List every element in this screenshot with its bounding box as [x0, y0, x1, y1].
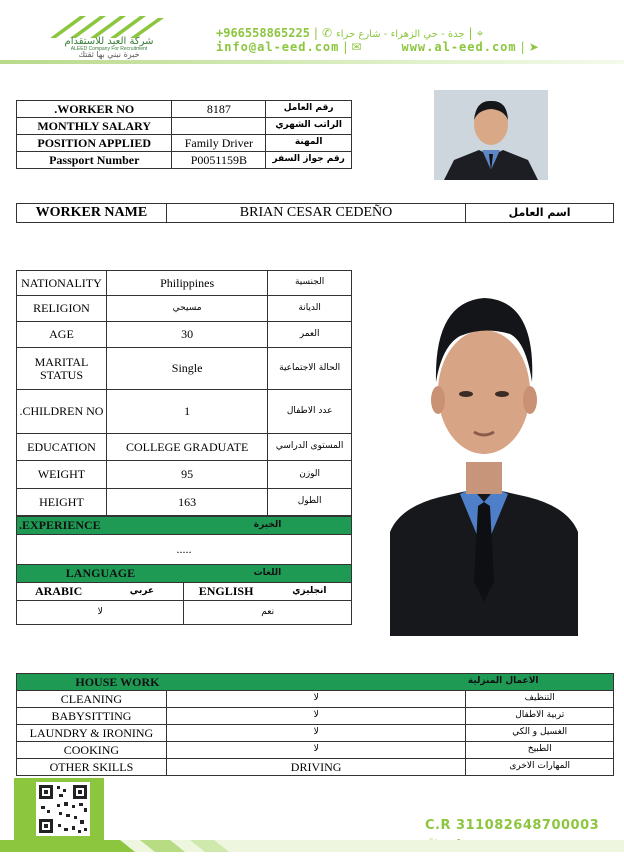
english-value: نعم — [184, 601, 352, 625]
other-skills-label-ar: المهارات الاخرى — [466, 759, 614, 776]
whatsapp-icon: ✆ — [321, 26, 333, 40]
cooking-value: لا — [166, 742, 466, 759]
footer-bar — [0, 840, 624, 852]
religion-value: مسيحي — [106, 296, 267, 322]
table-row — [17, 348, 352, 390]
email-icon: ✉ — [351, 40, 362, 54]
arabic-value: لا — [17, 601, 184, 625]
logo-arabic-name: شركة العيد للاستقدام — [64, 36, 154, 47]
religion-label: RELIGION — [17, 296, 107, 322]
english-label-ar: انجليزي — [268, 583, 352, 601]
cleaning-label: CLEANING — [17, 691, 167, 708]
table-row — [17, 101, 352, 118]
table-row — [17, 461, 352, 489]
phone-number[interactable]: +966558865225 — [216, 26, 310, 40]
contact-row-2 — [216, 38, 539, 56]
worker-name-label: WORKER NAME — [17, 204, 167, 223]
house-work-label: HOUSE WORK — [17, 674, 466, 691]
company-logo — [40, 12, 170, 38]
house-work-label-ar: الاعمال المنزلية — [466, 674, 614, 691]
table-row — [17, 708, 614, 725]
marital-status-label-ar: الحالة الاجتماعية — [268, 348, 352, 390]
salary-label-ar: الراتب الشهري — [266, 118, 352, 135]
arabic-label: ARABIC — [17, 583, 101, 601]
height-value: 163 — [106, 489, 267, 516]
position-value: Family Driver — [172, 135, 266, 152]
worker-name-table — [16, 203, 614, 223]
language-table — [16, 564, 352, 625]
experience-label-ar: الخبرة — [184, 517, 351, 535]
logo-english-name: ALEED Company For Recruitment — [70, 46, 148, 52]
worker-no-value: 8187 — [172, 101, 266, 118]
table-row — [17, 434, 352, 461]
worker-no-label-ar: رقم العامل — [266, 101, 352, 118]
house-work-header — [17, 674, 614, 691]
age-value: 30 — [106, 322, 267, 348]
table-row — [17, 322, 352, 348]
marital-status-value: Single — [106, 348, 267, 390]
language-label: LANGUAGE — [17, 565, 184, 583]
education-label: EDUCATION — [17, 434, 107, 461]
table-row — [17, 135, 352, 152]
nationality-label-ar: الجنسية — [268, 271, 352, 296]
table-row — [17, 390, 352, 434]
cooking-label: COOKING — [17, 742, 167, 759]
table-row — [17, 296, 352, 322]
babysitting-value: لا — [166, 708, 466, 725]
age-label-ar: العمر — [268, 322, 352, 348]
table-row — [17, 204, 614, 223]
cleaning-value: لا — [166, 691, 466, 708]
separator: | — [313, 26, 318, 40]
babysitting-label: BABYSITTING — [17, 708, 167, 725]
nationality-label: NATIONALITY — [17, 271, 107, 296]
salary-label: MONTHLY SALARY — [17, 118, 172, 135]
laundry-label: LAUNDRY & IRONING — [17, 725, 167, 742]
table-row — [17, 601, 352, 625]
laundry-value: لا — [166, 725, 466, 742]
experience-header — [17, 517, 352, 535]
other-skills-value: DRIVING — [166, 759, 466, 776]
commercial-registration: C.R 311082648700003 — [425, 818, 600, 833]
table-row — [17, 118, 352, 135]
nationality-value: Philippines — [106, 271, 267, 296]
table-row — [17, 742, 614, 759]
experience-table — [16, 516, 352, 565]
passport-label: Passport Number — [17, 152, 172, 169]
other-skills-label: OTHER SKILLS — [17, 759, 167, 776]
weight-label: WEIGHT — [17, 461, 107, 489]
separator: | — [520, 40, 525, 54]
table-row — [17, 691, 614, 708]
marital-status-label: MARITAL STATUS — [17, 348, 107, 390]
age-label: AGE — [17, 322, 107, 348]
children-value: 1 — [106, 390, 267, 434]
separator: | — [343, 40, 348, 54]
worker-photo-small — [434, 90, 548, 180]
language-label-ar: اللغات — [184, 565, 352, 583]
cursor-icon: ➤ — [528, 40, 539, 54]
experience-value: ..... — [17, 535, 352, 565]
babysitting-label-ar: تربية الاطفال — [466, 708, 614, 725]
table-row — [17, 152, 352, 169]
height-label-ar: الطول — [268, 489, 352, 516]
language-header — [17, 565, 352, 583]
address-text: جدة - حي الزهراء - شارع حراء — [336, 29, 465, 40]
house-work-table — [16, 673, 614, 776]
weight-value: 95 — [106, 461, 267, 489]
table-row — [17, 271, 352, 296]
salary-value — [172, 118, 266, 135]
location-icon: ⌖ — [476, 26, 484, 40]
worker-name-label-ar: اسم العامل — [466, 204, 614, 223]
english-label: ENGLISH — [184, 583, 268, 601]
website-link[interactable]: www.al-eed.com — [401, 40, 517, 54]
worker-photo — [390, 262, 578, 636]
cleaning-label-ar: التنظيف — [466, 691, 614, 708]
laundry-label-ar: الغسيل و الكي — [466, 725, 614, 742]
table-row — [17, 725, 614, 742]
worker-name-value: BRIAN CESAR CEDEÑO — [166, 204, 465, 223]
education-label-ar: المستوى الدراسي — [268, 434, 352, 461]
arabic-label-ar: عربي — [100, 583, 184, 601]
passport-label-ar: رقم جواز السفر — [266, 152, 352, 169]
separator: | — [468, 26, 473, 40]
experience-label: .EXPERIENCE — [17, 517, 185, 535]
position-label: POSITION APPLIED — [17, 135, 172, 152]
worker-summary-table — [16, 100, 352, 169]
education-value: COLLEGE GRADUATE — [106, 434, 267, 461]
table-row — [17, 489, 352, 516]
cooking-label-ar: الطبيخ — [466, 742, 614, 759]
passport-value: P0051159B — [172, 152, 266, 169]
worker-details-table — [16, 270, 352, 516]
table-row — [17, 583, 352, 601]
children-label: .CHILDREN NO — [17, 390, 107, 434]
table-row — [17, 535, 352, 565]
header-divider — [0, 60, 624, 64]
weight-label-ar: الوزن — [268, 461, 352, 489]
qr-code — [14, 778, 104, 840]
email-address[interactable]: info@al-eed.com — [216, 40, 340, 54]
religion-label-ar: الديانة — [268, 296, 352, 322]
position-label-ar: المهنة — [266, 135, 352, 152]
children-label-ar: عدد الاطفال — [268, 390, 352, 434]
height-label: HEIGHT — [17, 489, 107, 516]
table-row — [17, 759, 614, 776]
worker-no-label: .WORKER NO — [17, 101, 172, 118]
logo-tagline: خبرة نبني بها ثقتك — [78, 50, 140, 59]
